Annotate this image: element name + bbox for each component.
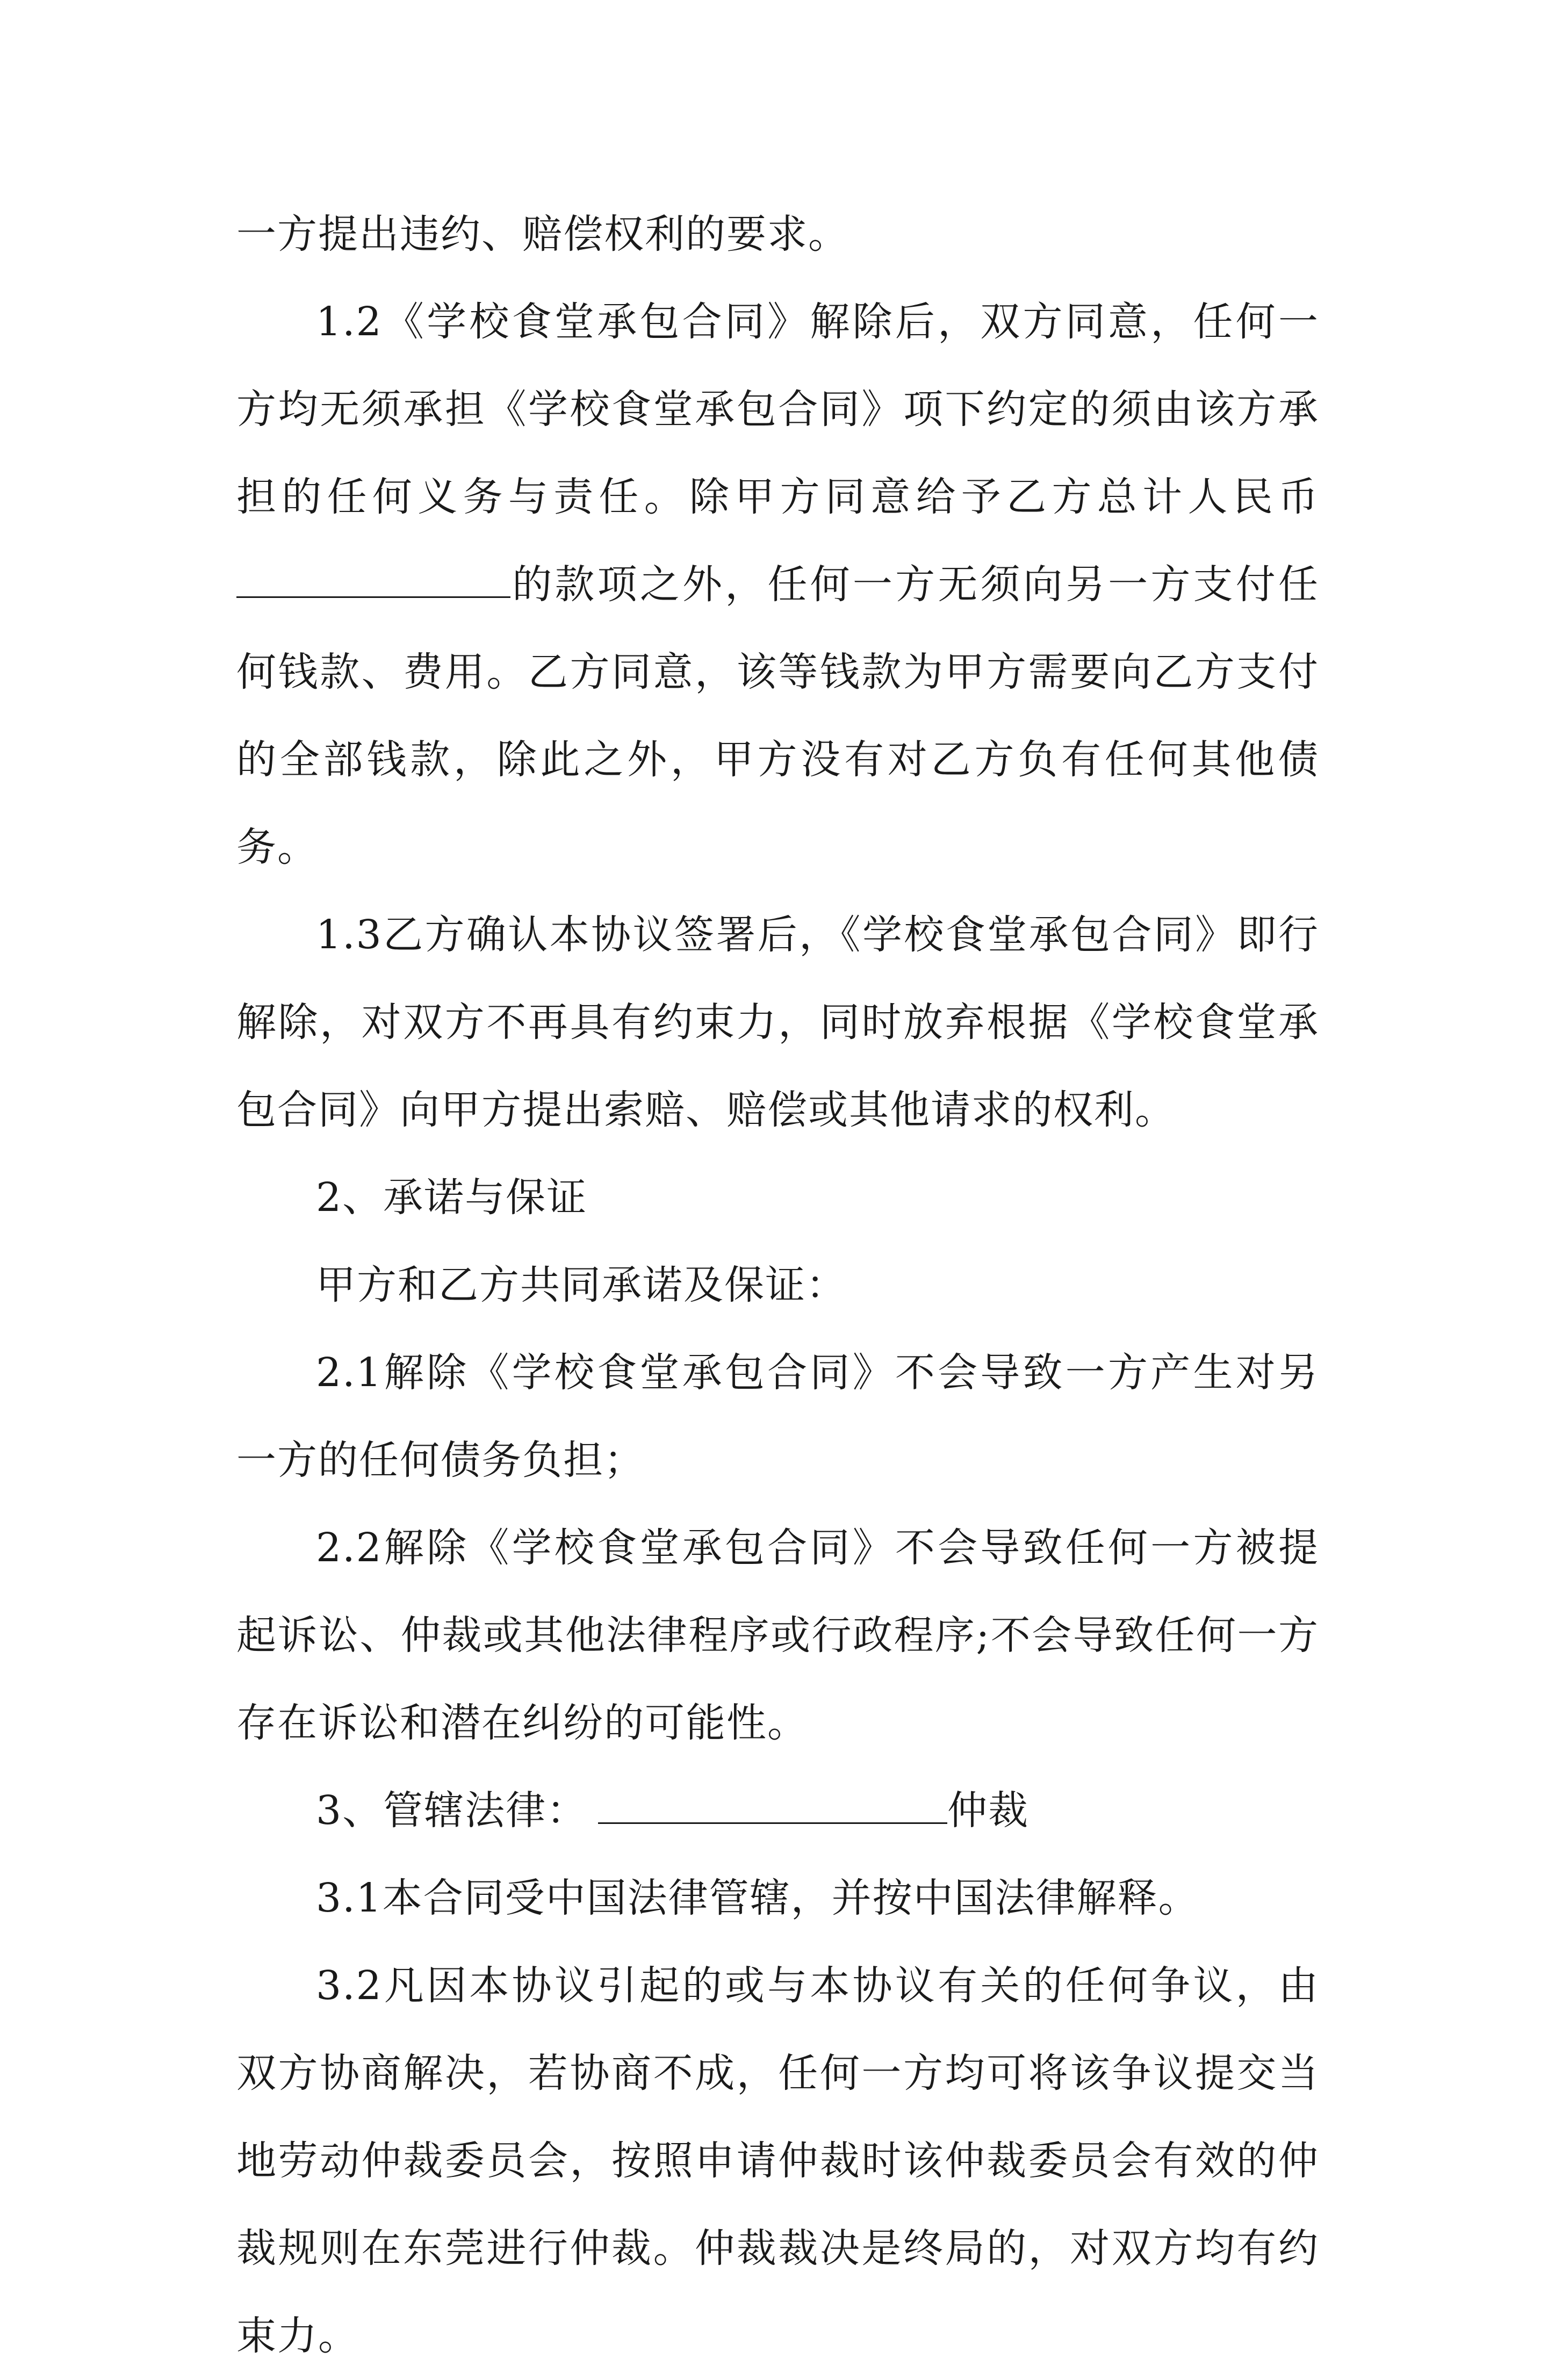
clause-1-3 <box>236 891 1319 1154</box>
paragraph-continuation <box>236 191 1319 278</box>
section-3-heading-text: 3、管辖法律： <box>316 1787 588 1834</box>
clause-2-2 <box>236 1504 1319 1767</box>
clause-1-3-text: 1.3乙方确认本协议签署后，《学校食堂承包合同》即行解除，对双方不再具有约束力，同时放弃根据《学校食堂承包合同》向甲方提出索赔、赔偿或其他请求的权利。 <box>236 912 1319 1133</box>
section-3-heading <box>236 1767 1319 1855</box>
arbitration-blank <box>598 1786 947 1824</box>
section-2-intro-text: 甲方和乙方共同承诺及保证： <box>316 1262 847 1308</box>
clause-2-1-text: 2.1解除《学校食堂承包合同》不会导致一方产生对另一方的任何债务负担； <box>236 1350 1319 1483</box>
section-2-heading-text: 2、承诺与保证 <box>316 1174 588 1221</box>
clause-1-2 <box>236 278 1319 891</box>
clause-3-1-text: 3.1本合同受中国法律管辖，并按中国法律解释。 <box>316 1875 1199 1921</box>
section-3-heading-suffix: 仲裁 <box>947 1787 1030 1834</box>
clause-2-1 <box>236 1329 1319 1504</box>
clause-3-2 <box>236 1942 1319 2380</box>
clause-1-2-text-continued: 的款项之外，任何一方无须向另一方支付任何钱款、费用。乙方同意，该等钱款为甲方需要向乙方支付的全部钱款，除此之外，甲方没有对乙方负有任何其他债务。 <box>236 561 1319 870</box>
document-body <box>236 191 1319 2380</box>
amount-blank <box>236 560 510 598</box>
section-2-heading <box>236 1154 1319 1242</box>
clause-2-2-text: 2.2解除《学校食堂承包合同》不会导致任何一方被提起诉讼、仲裁或其他法律程序或行政程序;不会导致任何一方存在诉讼和潜在纠纷的可能性。 <box>236 1525 1319 1746</box>
paragraph-text: 一方提出违约、赔偿权利的要求。 <box>236 211 849 257</box>
clause-3-1 <box>236 1855 1319 1942</box>
section-2-intro <box>236 1242 1319 1329</box>
clause-3-2-text: 3.2凡因本协议引起的或与本协议有关的任何争议，由双方协商解决，若协商不成，任何一方均可将该争议提交当地劳动仲裁委员会，按照申请仲裁时该仲裁委员会有效的仲裁规则在东莞进行仲裁。仲裁裁决是终局的，对双方均有约束力。 <box>236 1963 1319 2359</box>
clause-1-2-text: 1.2《学校食堂承包合同》解除后，双方同意，任何一方均无须承担《学校食堂承包合同》项下约定的须由该方承担的任何义务与责任。除甲方同意给予乙方总计人民币 <box>236 299 1319 520</box>
